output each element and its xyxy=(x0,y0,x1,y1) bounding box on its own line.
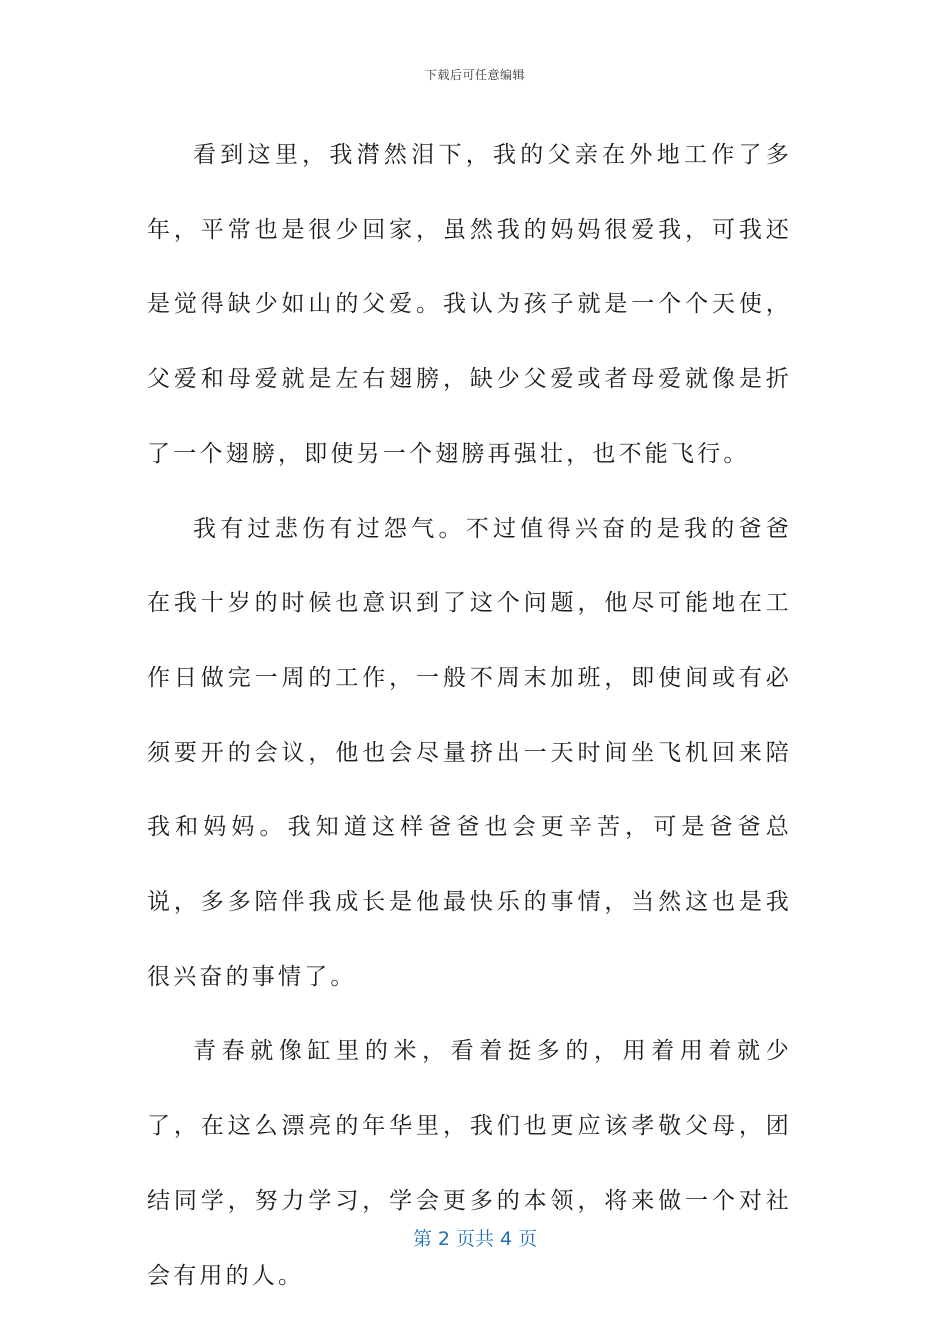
page-number-footer xyxy=(0,1224,950,1251)
page-header: 下载后可任意编辑 xyxy=(424,68,525,82)
paragraph-1: 看到这里，我潸然泪下，我的父亲在外地工作了多年，平常也是很少回家，虽然我的妈妈很爱我，可我还是觉得缺少如山的父爱。我认为孩子就是一个个天使，父爱和母爱就是左右翅膀，缺少父爱或者母爱就像是折了一个翅膀，即使另一个翅膀再强壮，也不能飞行。 xyxy=(147,142,792,467)
document-body xyxy=(147,118,792,1313)
page-number-text: 第 2 页共 4 页 xyxy=(412,1228,538,1250)
paragraph-2: 我有过悲伤有过怨气。不过值得兴奋的是我的爸爸在我十岁的时候也意识到了这个问题，他尽可能地在工作日做完一周的工作，一般不周末加班，即使间或有必须要开的会议，他也会尽量挤出一天时间坐飞机回来陪我和妈妈。我知道这样爸爸也会更辛苦，可是爸爸总说，多多陪伴我成长是他最快乐的事情，当然这也是我很兴奋的事情了。 xyxy=(147,515,792,990)
paragraph-3: 青春就像缸里的米，看着挺多的，用着用着就少了，在这么漂亮的年华里，我们也更应该孝敬父母，团结同学，努力学习，学会更多的本领，将来做一个对社会有用的人。 xyxy=(147,1038,792,1289)
